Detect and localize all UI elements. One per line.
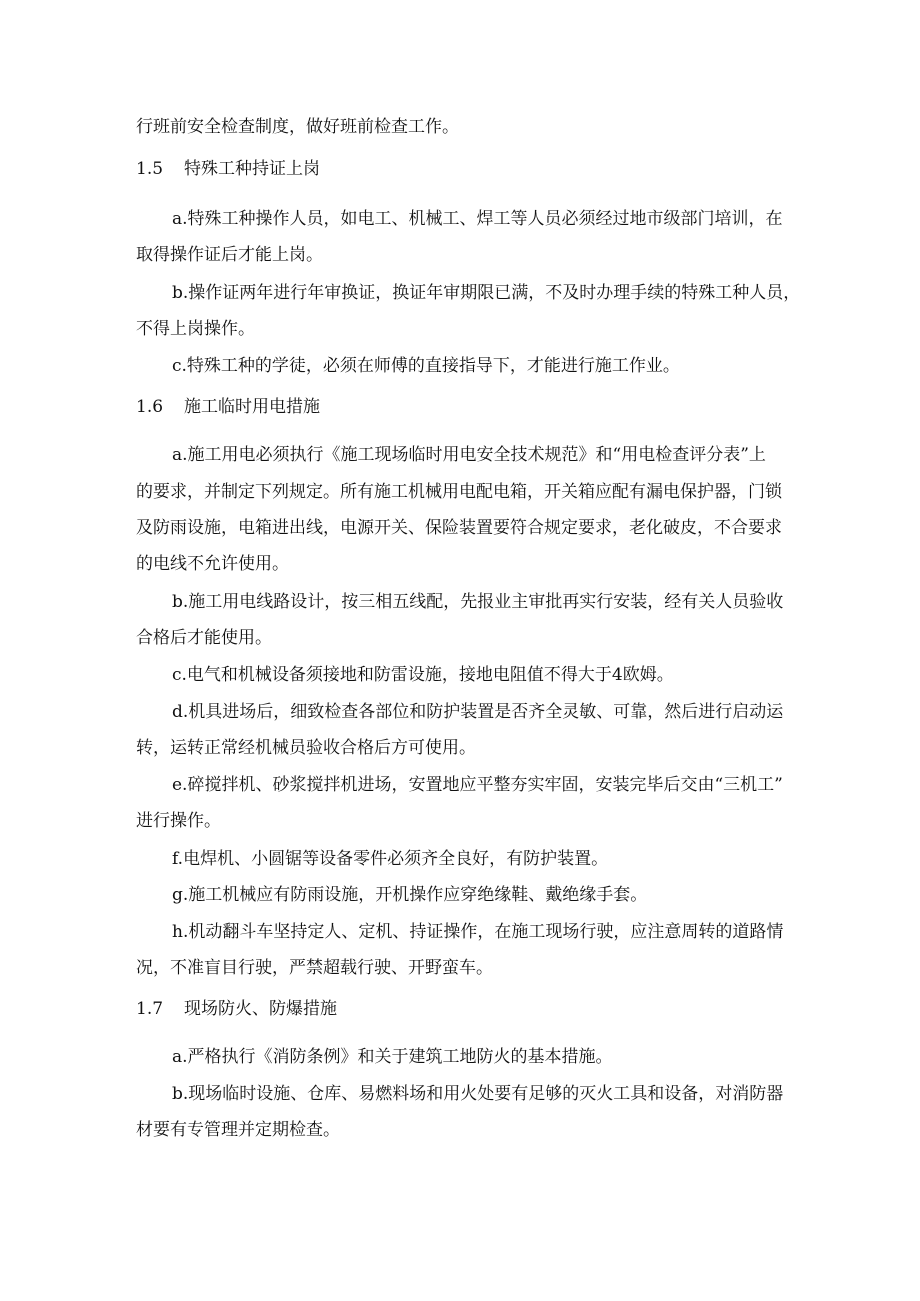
paragraph-line: 况，不准盲目行驶，严禁超载行驶、开野蛮车。 [136,958,493,978]
paragraph-line: 进行操作。 [136,811,221,831]
intro-line: 行班前安全检查制度，做好班前检查工作。 [136,117,459,137]
paragraph-line: b.现场临时设施、仓库、易燃料场和用火处要有足够的灭火工具和设备，对消防器 [172,1084,784,1104]
paragraph-line: a.特殊工种操作人员，如电工、机械工、焊工等人员必须经过地市级部门培训，在 [172,209,783,229]
paragraph-line: 取得操作证后才能上岗。 [136,245,323,265]
section-title: 特殊工种持证上岗 [184,159,320,179]
paragraph-line: b.操作证两年进行年审换证，换证年审期限已满，不及时办理手续的特殊工种人员， [172,283,801,303]
paragraph-line: d.机具进场后，细致检查各部位和防护装置是否齐全灵敏、可靠，然后进行启动运 [172,702,784,722]
paragraph-line: 不得上岗操作。 [136,319,255,339]
paragraph-line: 的要求，并制定下列规定。所有施工机械用电配电箱，开关箱应配有漏电保护器，门锁 [136,482,782,502]
paragraph-line: 的电线不允许使用。 [136,554,289,574]
paragraph-line: a.严格执行《消防条例》和关于建筑工地防火的基本措施。 [172,1047,613,1067]
paragraph-line: c.特殊工种的学徒，必须在师傅的直接指导下，才能进行施工作业。 [172,356,680,376]
section-title: 现场防火、防爆措施 [184,999,337,1019]
paragraph-line: 及防雨设施，电箱进出线，电源开关、保险装置要符合规定要求，老化破皮，不合要求 [136,518,782,538]
paragraph-line: 合格后才能使用。 [136,628,272,648]
paragraph-line: a.施工用电必须执行《施工现场临时用电安全技术规范》和“用电检查评分表”上 [172,445,766,465]
paragraph-line: c.电气和机械设备须接地和防雷设施，接地电阻值不得大于4欧姆。 [172,665,674,685]
section-heading-1-7 [136,998,337,1020]
section-number: 1.7 [136,999,164,1019]
paragraph-line: e.碎搅拌机、砂浆搅拌机进场，安置地应平整夯实牢固，安装完毕后交由“三机工” [172,775,783,795]
paragraph-line: b.施工用电线路设计，按三相五线配，先报业主审批再实行安装，经有关人员验收 [172,592,784,612]
section-number: 1.5 [136,159,164,179]
section-heading-1-6 [136,396,320,418]
paragraph-line: 材要有专管理并定期检查。 [136,1120,340,1140]
section-title: 施工临时用电措施 [184,397,320,417]
paragraph-line: g.施工机械应有防雨设施，开机操作应穿绝缘鞋、戴绝缘手套。 [172,885,648,905]
section-heading-1-5 [136,158,320,180]
section-number: 1.6 [136,397,164,417]
paragraph-line: 转，运转正常经机械员验收合格后方可使用。 [136,738,476,758]
paragraph-line: f.电焊机、小圆锯等设备零件必须齐全良好，有防护装置。 [172,849,609,869]
paragraph-line: h.机动翻斗车坚持定人、定机、持证操作，在施工现场行驶，应注意周转的道路情 [172,922,784,942]
